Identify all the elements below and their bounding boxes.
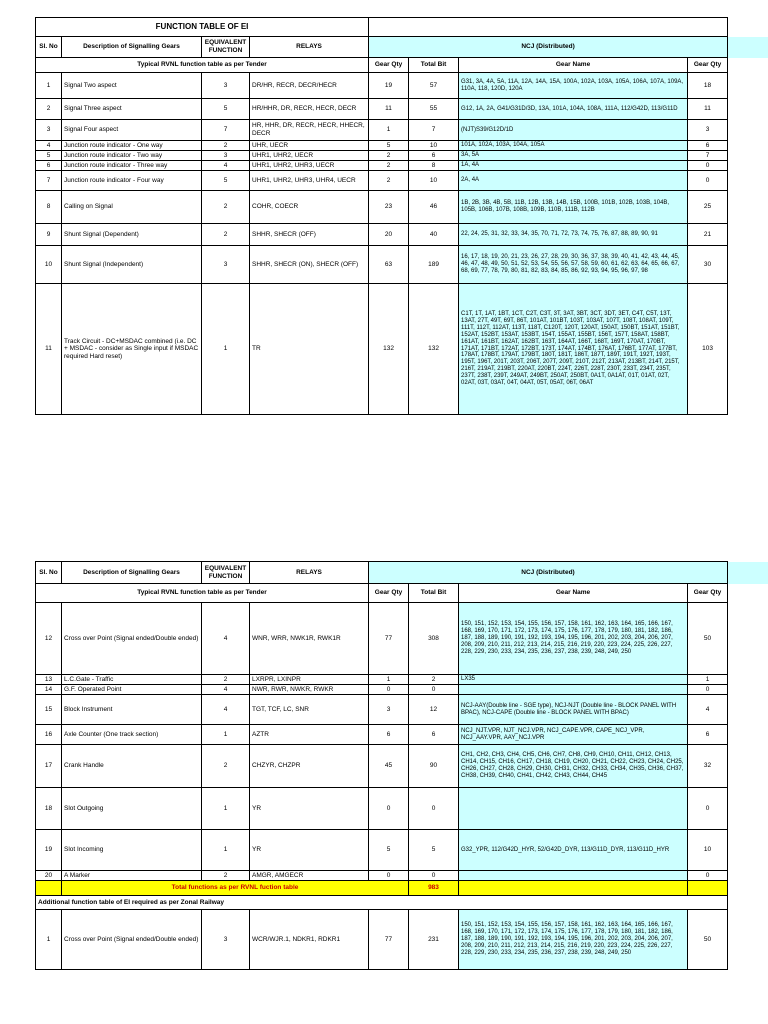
relays-cell: YR xyxy=(250,830,369,871)
equivalent-function-cell: 1 xyxy=(202,830,250,871)
gear-name-cell xyxy=(459,685,688,695)
relays-cell: UHR, UECR xyxy=(250,141,369,151)
gear-qty-cell: 0 xyxy=(369,685,409,695)
gear-qty-cell: 6 xyxy=(369,725,409,745)
gear-qty-cell: 5 xyxy=(369,141,409,151)
col-header-gear-qty-2: Gear Qty xyxy=(688,584,728,603)
gear-qty-cell: 77 xyxy=(369,910,409,970)
col-header-equivalent-function: EQUIVALENT FUNCTION xyxy=(202,37,250,58)
total-value: 983 xyxy=(409,881,459,896)
gear-qty-2-cell: 4 xyxy=(688,695,728,725)
gear-qty-2-cell: 0 xyxy=(688,685,728,695)
table-row xyxy=(36,191,768,224)
description-cell: Slot Incoming xyxy=(62,830,202,871)
relays-cell: UHR1, UHR2, UHR3, UHR4, UECR xyxy=(250,171,369,191)
table-row xyxy=(36,161,768,171)
relays-cell: UHR1, UHR2, UECR xyxy=(250,151,369,161)
gear-name-cell xyxy=(459,788,688,830)
total-bit-cell: 5 xyxy=(409,830,459,871)
sl-no-cell: 9 xyxy=(36,224,62,246)
col-header-sl-no: Sl. No xyxy=(36,562,62,584)
description-cell: Signal Two aspect xyxy=(62,73,202,99)
total-bit-cell: 40 xyxy=(409,224,459,246)
gear-qty-cell: 20 xyxy=(369,224,409,246)
equivalent-function-cell: 7 xyxy=(202,120,250,141)
table-row xyxy=(36,120,768,141)
relays-cell: HR, HHR, DR, RECR, HECR, HHECR, DECR xyxy=(250,120,369,141)
gear-qty-2-cell: 0 xyxy=(688,871,728,881)
gear-qty-cell: 1 xyxy=(369,120,409,141)
table-row xyxy=(36,141,768,151)
total-bit-cell: 10 xyxy=(409,141,459,151)
col-header-description: Description of Signalling Gears xyxy=(62,37,202,58)
gear-qty-2-cell: 21 xyxy=(688,224,728,246)
total-bit-cell: 6 xyxy=(409,725,459,745)
equivalent-function-cell: 2 xyxy=(202,675,250,685)
gear-qty-2-cell: 0 xyxy=(688,171,728,191)
gear-qty-cell: 0 xyxy=(369,871,409,881)
sl-no-cell: 4 xyxy=(36,141,62,151)
relays-cell: NWR, RWR, NWKR, RWKR xyxy=(250,685,369,695)
relays-cell: AMGR, AMGECR xyxy=(250,871,369,881)
equivalent-function-cell: 4 xyxy=(202,161,250,171)
gear-qty-2-cell: 103 xyxy=(688,284,728,415)
gear-name-cell: CH1, CH2, CH3, CH4, CH5, CH6, CH7, CH8, CH9, CH10, CH11, CH12, CH13, CH14, CH15, CH16, CH17, CH18, CH19, CH20, CH21, CH22, CH23, CH24, CH25, CH26, CH27, CH28, CH29, CH30, CH31, CH32, CH33, CH34, CH35, CH36, CH37, CH38, CH39, CH40, CH41, CH42, CH43, CH44, CH45 xyxy=(459,745,688,788)
table-row xyxy=(36,224,768,246)
total-bit-cell: 46 xyxy=(409,191,459,224)
relays-cell: WCR/WJR.1, NDKR1, RDKR1 xyxy=(250,910,369,970)
gear-name-cell: 101A, 102A, 103A, 104A, 105A xyxy=(459,141,688,151)
description-cell: Block Instrument xyxy=(62,695,202,725)
gear-qty-cell: 23 xyxy=(369,191,409,224)
gear-name-cell: 1B, 2B, 3B, 4B, 5B, 11B, 12B, 13B, 14B, 15B, 100B, 101B, 102B, 103B, 104B, 105B, 106B, 107B, 108B, 109B, 110B, 111B, 112B xyxy=(459,191,688,224)
gear-qty-2-cell: 3 xyxy=(688,120,728,141)
equivalent-function-cell: 3 xyxy=(202,151,250,161)
gear-qty-2-cell: 32 xyxy=(688,745,728,788)
relays-cell: TR xyxy=(250,284,369,415)
sl-no-cell: 20 xyxy=(36,871,62,881)
description-cell: G.F. Operated Point xyxy=(62,685,202,695)
equivalent-function-cell: 1 xyxy=(202,284,250,415)
gear-qty-2-cell: 10 xyxy=(688,830,728,871)
equivalent-function-cell: 3 xyxy=(202,246,250,284)
description-cell: Crank Handle xyxy=(62,745,202,788)
gear-name-cell: NCJ-AAY(Double line - SGE type), NCJ-NJT (Double line - BLOCK PANEL WITH BPAC), NCJ-CAPE (Double line - BLOCK PANEL WITH BPAC) xyxy=(459,695,688,725)
subheader: Typical RVNL function table as per Tender xyxy=(36,584,369,603)
col-header-gear-qty: Gear Qty xyxy=(369,58,409,73)
total-bit-cell: 7 xyxy=(409,120,459,141)
col-header-relays: RELAYS xyxy=(250,37,369,58)
sl-no-cell: 1 xyxy=(36,910,62,970)
relays-cell: SHHR, SHECR (ON), SHECR (OFF) xyxy=(250,246,369,284)
gear-qty-cell: 2 xyxy=(369,151,409,161)
description-cell: Shunt Signal (Independent) xyxy=(62,246,202,284)
gear-qty-cell: 45 xyxy=(369,745,409,788)
description-cell: Track Circuit - DC+MSDAC combined (i.e. DC + MSDAC - consider as Single input if MSDAC required Hard reset) xyxy=(62,284,202,415)
relays-cell: SHHR, SHECR (OFF) xyxy=(250,224,369,246)
total-bit-cell: 0 xyxy=(409,871,459,881)
table-row xyxy=(36,603,768,675)
equivalent-function-cell: 5 xyxy=(202,171,250,191)
description-cell: Slot Outgoing xyxy=(62,788,202,830)
gear-name-cell: G12, 1A, 2A, G41/G31D/3D, 13A, 101A, 104A, 108A, 111A, 112/G42D, 113/G11D xyxy=(459,99,688,120)
equivalent-function-cell: 4 xyxy=(202,685,250,695)
description-cell: Junction route indicator - One way xyxy=(62,141,202,151)
relays-cell: UHR1, UHR2, UHR3, UECR xyxy=(250,161,369,171)
description-cell: Axle Counter (One track section) xyxy=(62,725,202,745)
col-header-gear-qty: Gear Qty xyxy=(369,584,409,603)
equivalent-function-cell: 2 xyxy=(202,141,250,151)
col-header-total-bit: Total Bit xyxy=(409,58,459,73)
relays-cell: WNR, WRR, NWK1R, RWK1R xyxy=(250,603,369,675)
col-header-equivalent-function: EQUIVALENT FUNCTION xyxy=(202,562,250,584)
total-bit-cell: 8 xyxy=(409,161,459,171)
table-row xyxy=(36,685,768,695)
equivalent-function-cell: 5 xyxy=(202,99,250,120)
description-cell: Junction route indicator - Four way xyxy=(62,171,202,191)
sl-no-cell: 8 xyxy=(36,191,62,224)
function-table-1 xyxy=(35,17,768,415)
gear-qty-cell: 63 xyxy=(369,246,409,284)
sl-no-cell: 6 xyxy=(36,161,62,171)
sl-no-cell: 1 xyxy=(36,73,62,99)
description-cell: Junction route indicator - Three way xyxy=(62,161,202,171)
table-row xyxy=(36,284,768,415)
gear-name-cell: 22, 24, 25, 31, 32, 33, 34, 35, 70, 71, 72, 73, 74, 75, 76, 87, 88, 89, 90, 91 xyxy=(459,224,688,246)
equivalent-function-cell: 4 xyxy=(202,695,250,725)
gear-qty-2-cell: 1 xyxy=(688,675,728,685)
description-cell: Calling on Signal xyxy=(62,191,202,224)
gear-qty-2-cell: 0 xyxy=(688,161,728,171)
col-header-description: Description of Signalling Gears xyxy=(62,562,202,584)
description-cell: Cross over Point (Signal ended/Double ended) xyxy=(62,910,202,970)
gear-qty-2-cell: 50 xyxy=(688,910,728,970)
relays-cell: DR/HR, RECR, DECR/HECR xyxy=(250,73,369,99)
table-row xyxy=(36,695,768,725)
description-cell: Signal Three aspect xyxy=(62,99,202,120)
relays-cell: AZTR xyxy=(250,725,369,745)
gear-qty-2-cell: 0 xyxy=(688,788,728,830)
relays-cell: CHZYR, CHZPR xyxy=(250,745,369,788)
col-header-gear-name: Gear Name xyxy=(459,584,688,603)
sl-no-cell: 3 xyxy=(36,120,62,141)
equivalent-function-cell: 3 xyxy=(202,73,250,99)
total-bit-cell: 308 xyxy=(409,603,459,675)
equivalent-function-cell: 2 xyxy=(202,191,250,224)
total-label: Total functions as per RVNL fuction table xyxy=(62,881,409,896)
gear-qty-cell: 2 xyxy=(369,171,409,191)
relays-cell: COHR, COECR xyxy=(250,191,369,224)
table-row xyxy=(36,910,768,970)
gear-name-cell: 150, 151, 152, 153, 154, 155, 156, 157, 158, 161, 162, 163, 164, 165, 166, 167, 168, 169, 170, 171, 172, 173, 174, 175, 176, 177, 178, 179, 180, 181, 182, 186, 187, 188, 189, 190, 191, 192, 193, 194, 195, 196, 201, 202, 203, 204, 206, 207, 208, 209, 210, 211, 212, 213, 214, 215, 216, 219, 220, 223, 224, 225, 226, 227, 228, 229, 230, 233, 234, 235, 236, 237, 238, 239, 248, 249, 250 xyxy=(459,603,688,675)
relays-cell: HR/HHR, DR, RECR, HECR, DECR xyxy=(250,99,369,120)
gear-qty-2-cell: 25 xyxy=(688,191,728,224)
sl-no-cell: 17 xyxy=(36,745,62,788)
table-row xyxy=(36,745,768,788)
sl-no-cell: 12 xyxy=(36,603,62,675)
total-bit-cell: 12 xyxy=(409,695,459,725)
table-row xyxy=(36,73,768,99)
col-header-gear-qty-2: Gear Qty xyxy=(688,58,728,73)
col-header-gear-name: Gear Name xyxy=(459,58,688,73)
table-row xyxy=(36,99,768,120)
total-bit-cell: 231 xyxy=(409,910,459,970)
equivalent-function-cell: 1 xyxy=(202,788,250,830)
equivalent-function-cell: 4 xyxy=(202,603,250,675)
relays-cell: LXRPR, LXINPR xyxy=(250,675,369,685)
total-bit-cell: 55 xyxy=(409,99,459,120)
col-header-relays: RELAYS xyxy=(250,562,369,584)
gear-name-cell: 150, 151, 152, 153, 154, 155, 156, 157, 158, 161, 162, 163, 164, 165, 166, 167, 168, 169, 170, 171, 172, 173, 174, 175, 176, 177, 178, 179, 180, 181, 182, 186, 187, 188, 189, 190, 191, 192, 193, 194, 195, 196, 201, 202, 203, 204, 206, 207, 208, 209, 210, 211, 212, 213, 214, 215, 216, 219, 220, 223, 224, 225, 226, 227, 228, 229, 230, 233, 234, 235, 236, 237, 238, 239, 248, 249, 250 xyxy=(459,910,688,970)
equivalent-function-cell: 1 xyxy=(202,725,250,745)
gear-name-cell: G32_YPR, 112/G42D_HYR, 52/G42D_DYR, 113/G11D_DYR, 113/G11D_HYR xyxy=(459,830,688,871)
total-bit-cell: 57 xyxy=(409,73,459,99)
total-bit-cell: 189 xyxy=(409,246,459,284)
gear-qty-cell: 5 xyxy=(369,830,409,871)
gear-name-cell: 1A, 4A xyxy=(459,161,688,171)
relays-cell: YR xyxy=(250,788,369,830)
sl-no-cell: 7 xyxy=(36,171,62,191)
sl-no-cell: 15 xyxy=(36,695,62,725)
col-header-ncj: NCJ (Distributed) xyxy=(369,562,728,584)
gear-name-cell xyxy=(459,871,688,881)
gear-qty-cell: 2 xyxy=(369,161,409,171)
table-row xyxy=(36,675,768,685)
table-row xyxy=(36,151,768,161)
sl-no-cell: 11 xyxy=(36,284,62,415)
gear-name-cell: LX35 xyxy=(459,675,688,685)
col-header-ncj: NCJ (Distributed) xyxy=(369,37,728,58)
gear-qty-2-cell: 18 xyxy=(688,73,728,99)
total-bit-cell: 0 xyxy=(409,685,459,695)
description-cell: A Marker xyxy=(62,871,202,881)
equivalent-function-cell: 2 xyxy=(202,871,250,881)
gear-qty-cell: 0 xyxy=(369,788,409,830)
sl-no-cell: 5 xyxy=(36,151,62,161)
total-bit-cell: 6 xyxy=(409,151,459,161)
gear-qty-cell: 11 xyxy=(369,99,409,120)
gear-name-cell: 2A, 4A xyxy=(459,171,688,191)
gear-qty-2-cell: 6 xyxy=(688,725,728,745)
sl-no-cell: 16 xyxy=(36,725,62,745)
gear-name-cell: NCJ_NJT.VPR, NJT_NCJ.VPR, NCJ_CAPE.VPR, CAPE_NCJ_VPR, NCJ_AAY.VPR, AAY_NCJ.VPR xyxy=(459,725,688,745)
total-bit-cell: 0 xyxy=(409,788,459,830)
equivalent-function-cell: 2 xyxy=(202,745,250,788)
sl-no-cell: 13 xyxy=(36,675,62,685)
gear-name-cell: C1T, 1T, 1AT, 1BT, 1CT, C2T, C3T, 3T, 3AT, 3BT, 3CT, 3DT, 3ET, C4T, C5T, 13T, 13AT, 27T, 49T, 69T, 86T, 101AT, 101BT, 103T, 103AT, 107T, 108T, 108AT, 109T, 111T, 112T, 112AT, 113T, 118T, C120T, 120T, 120AT, 150AT, 150BT, 151AT, 151BT, 152AT, 152BT, 153AT, 153BT, 154T, 155AT, 155BT, 156T, 157T, 158AT, 158BT, 161AT, 161BT, 162AT, 162BT, 163T, 164AT, 166T, 168T, 169T, 170AT, 170BT, 171AT, 171BT, 172AT, 172BT, 173T, 174AT, 174BT, 176AT, 176BT, 177AT, 177BT, 178AT, 178BT, 179AT, 179BT, 180T, 181T, 186T, 187T, 189T, 191T, 192T, 193T, 195T, 196T, 201T, 203T, 206T, 207T, 209T, 210T, 212T, 213AT, 213BT, 214T, 215T, 216T, 219AT, 219BT, 220AT, 220BT, 224T, 226T, 228T, 230T, 233T, 234T, 235T, 237T, 238T, 239T, 249AT, 249BT, 250AT, 250BT, 0A1T, 0A1AT, 01T, 01AT, 02T, 02AT, 03T, 03AT, 04T, 04AT, 05T, 05AT, 06T, 06AT xyxy=(459,284,688,415)
gear-name-cell: 16, 17, 18, 19, 20, 21, 23, 26, 27, 28, 29, 30, 36, 37, 38, 39, 40, 41, 42, 43, 44, 45, 46, 47, 48, 49, 50, 51, 52, 53, 54, 55, 56, 57, 58, 59, 60, 61, 62, 63, 64, 65, 66, 67, 68, 69, 77, 78, 79, 80, 81, 82, 83, 84, 85, 86, 92, 93, 94, 95, 96, 97, 98 xyxy=(459,246,688,284)
sl-no-cell: 14 xyxy=(36,685,62,695)
table-row xyxy=(36,725,768,745)
gear-qty-cell: 19 xyxy=(369,73,409,99)
total-bit-cell: 2 xyxy=(409,675,459,685)
sl-no-cell: 10 xyxy=(36,246,62,284)
total-bit-cell: 10 xyxy=(409,171,459,191)
table-row xyxy=(36,871,768,881)
gear-qty-cell: 3 xyxy=(369,695,409,725)
sl-no-cell: 2 xyxy=(36,99,62,120)
description-cell: Junction route indicator - Two way xyxy=(62,151,202,161)
gear-qty-2-cell: 7 xyxy=(688,151,728,161)
gear-name-cell: 3A, 5A xyxy=(459,151,688,161)
gear-qty-cell: 77 xyxy=(369,603,409,675)
table-row xyxy=(36,788,768,830)
gear-name-cell: G31, 3A, 4A, 5A, 11A, 12A, 14A, 15A, 100A, 102A, 103A, 105A, 106A, 107A, 109A, 110A, 118, 120D, 120A xyxy=(459,73,688,99)
sl-no-cell: 19 xyxy=(36,830,62,871)
gear-qty-2-cell: 30 xyxy=(688,246,728,284)
description-cell: Cross over Point (Signal ended/Double ended) xyxy=(62,603,202,675)
description-cell: Signal Four aspect xyxy=(62,120,202,141)
gear-name-cell: (NJT)S39/G12D/1D xyxy=(459,120,688,141)
total-bit-cell: 90 xyxy=(409,745,459,788)
col-header-total-bit: Total Bit xyxy=(409,584,459,603)
equivalent-function-cell: 2 xyxy=(202,224,250,246)
total-bit-cell: 132 xyxy=(409,284,459,415)
function-table-2 xyxy=(35,561,768,970)
description-cell: Shunt Signal (Dependent) xyxy=(62,224,202,246)
equivalent-function-cell: 3 xyxy=(202,910,250,970)
gear-qty-2-cell: 50 xyxy=(688,603,728,675)
table-title: FUNCTION TABLE OF EI xyxy=(36,18,369,37)
relays-cell: TGT, TCF, LC, SNR xyxy=(250,695,369,725)
col-header-sl-no: Sl. No xyxy=(36,37,62,58)
sl-no-cell: 18 xyxy=(36,788,62,830)
description-cell: L.C.Gate - Traffic xyxy=(62,675,202,685)
table-row xyxy=(36,171,768,191)
table-row xyxy=(36,830,768,871)
gear-qty-2-cell: 6 xyxy=(688,141,728,151)
table-row xyxy=(36,246,768,284)
gear-qty-cell: 1 xyxy=(369,675,409,685)
gear-qty-cell: 132 xyxy=(369,284,409,415)
gear-qty-2-cell: 11 xyxy=(688,99,728,120)
additional-table-label: Additional function table of EI required as per Zonal Railway xyxy=(36,896,728,910)
subheader: Typical RVNL function table as per Tender xyxy=(36,58,369,73)
